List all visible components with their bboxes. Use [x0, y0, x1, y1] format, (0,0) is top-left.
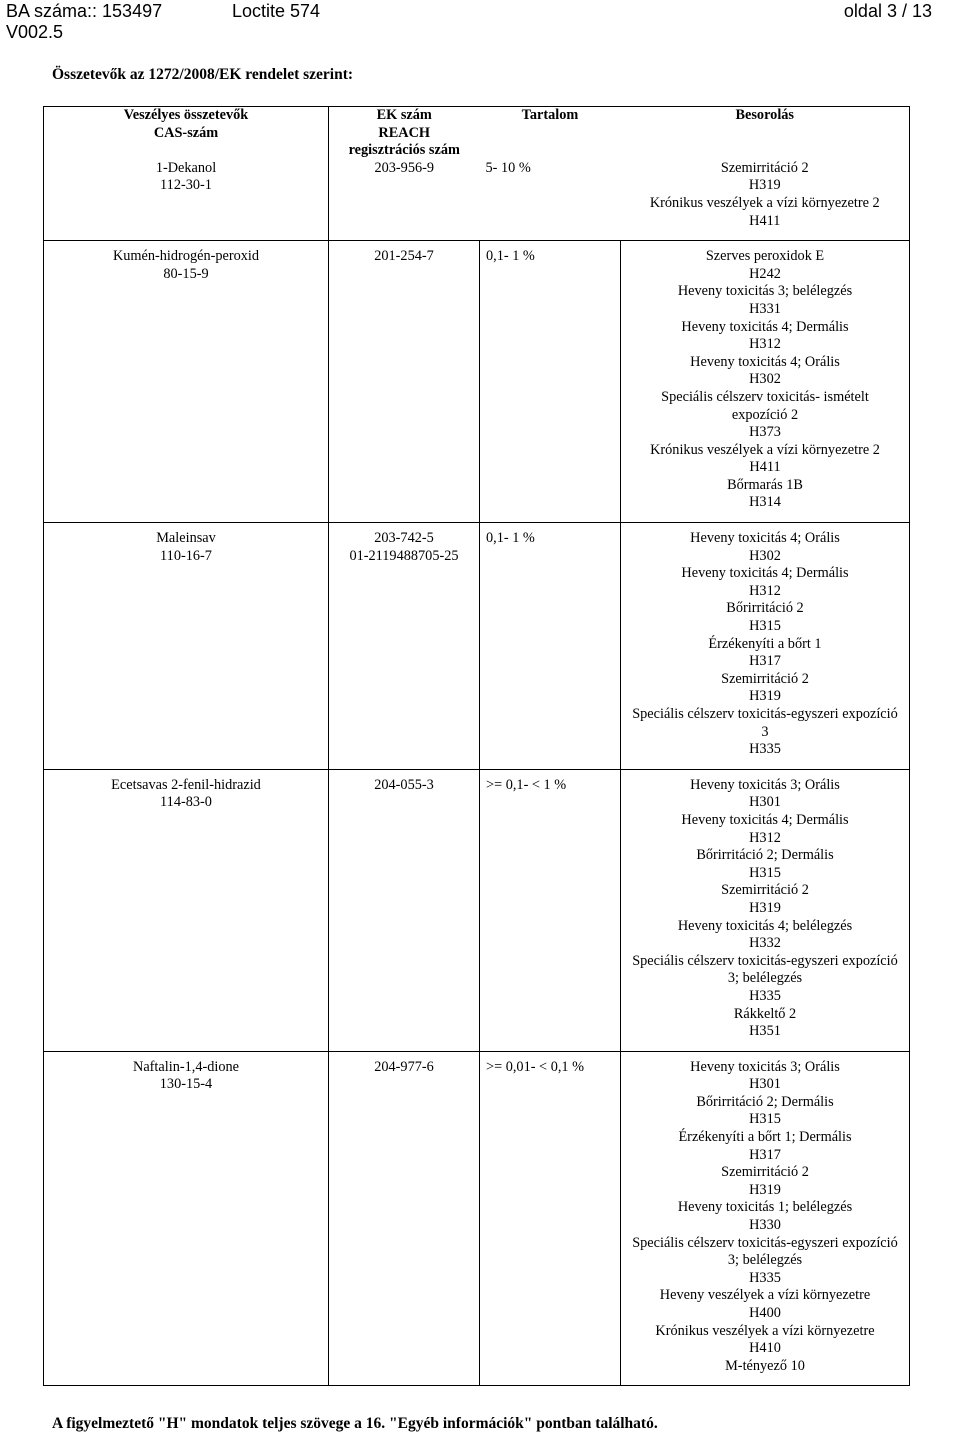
cell-classification: Szerves peroxidok E H242 Heveny toxicitás 3; belélegzés H331 Heveny toxicitás 4; Dermális H312 Heveny toxicitás 4; Orális H302 Speciális célszerv toxicitás- ismételt expozíció 2 H373 Krónikus veszélyek a vízi környezetre 2 H411 Bőrmarás 1B H314	[621, 241, 910, 523]
cell-ek-number: 204-977-6	[329, 1051, 480, 1386]
col-header-ek: EK szám REACH regisztrációs szám	[329, 107, 480, 160]
page-header	[0, 0, 960, 44]
cell-component: 1-Dekanol 112-30-1	[44, 160, 329, 241]
cell-classification: Szemirritáció 2 H319 Krónikus veszélyek a vízi környezetre 2 H411	[621, 160, 910, 241]
cell-component: Maleinsav 110-16-7	[44, 523, 329, 770]
product-name: Loctite 574	[232, 1, 321, 21]
cell-content: 5- 10 %	[480, 160, 621, 241]
cell-component: Naftalin-1,4-dione 130-15-4	[44, 1051, 329, 1386]
cell-ek-number: 203-956-9	[329, 160, 480, 241]
table-row	[44, 523, 910, 770]
ingredients-table	[43, 106, 910, 1386]
table-row	[44, 769, 910, 1051]
cell-content: 0,1- 1 %	[480, 523, 621, 770]
cell-ek-number: 204-055-3	[329, 769, 480, 1051]
col-header-classification: Besorolás	[621, 107, 910, 160]
cell-component: Ecetsavas 2-fenil-hidrazid 114-83-0	[44, 769, 329, 1051]
cell-classification: Heveny toxicitás 3; Orális H301 Heveny toxicitás 4; Dermális H312 Bőrirritáció 2; Dermális H315 Szemirritáció 2 H319 Heveny toxicitás 4; belélegzés H332 Speciális célszerv toxicitás-egyszeri expozíció 3; belélegzés H335 Rákkeltő 2 H351	[621, 769, 910, 1051]
table-row	[44, 1051, 910, 1386]
page-number: oldal 3 / 13	[843, 1, 932, 21]
ba-number: BA száma:: 153497	[6, 1, 163, 21]
cell-classification: Heveny toxicitás 4; Orális H302 Heveny toxicitás 4; Dermális H312 Bőrirritáció 2 H315 Érzékenyíti a bőrt 1 H317 Szemirritáció 2 H319 Speciális célszerv toxicitás-egyszeri expozíció 3 H335	[621, 523, 910, 770]
cell-ek-number: 203-742-5 01-2119488705-25	[329, 523, 480, 770]
cell-classification: Heveny toxicitás 3; Orális H301 Bőrirritáció 2; Dermális H315 Érzékenyíti a bőrt 1; Dermális H317 Szemirritáció 2 H319 Heveny toxicitás 1; belélegzés H330 Speciális célszerv toxicitás-egyszeri expozíció 3; belélegzés H335 Heveny veszélyek a vízi környezetre H400 Krónikus veszélyek a vízi környezetre H410 M-tényező 10	[621, 1051, 910, 1386]
table-row	[44, 160, 910, 241]
cell-content: 0,1- 1 %	[480, 241, 621, 523]
col-header-content: Tartalom	[480, 107, 621, 160]
section-title: Összetevők az 1272/2008/EK rendelet szerint:	[52, 66, 354, 83]
table-row	[44, 241, 910, 523]
cell-content: >= 0,01- < 0,1 %	[480, 1051, 621, 1386]
footer-note: A figyelmeztető "H" mondatok teljes szövege a 16. "Egyéb információk" pontban található.	[52, 1415, 658, 1432]
table-header-row	[44, 107, 910, 160]
version: V002.5	[6, 22, 64, 42]
cell-content: >= 0,1- < 1 %	[480, 769, 621, 1051]
col-header-components: Veszélyes összetevők CAS-szám	[44, 107, 329, 160]
cell-component: Kumén-hidrogén-peroxid 80-15-9	[44, 241, 329, 523]
cell-ek-number: 201-254-7	[329, 241, 480, 523]
